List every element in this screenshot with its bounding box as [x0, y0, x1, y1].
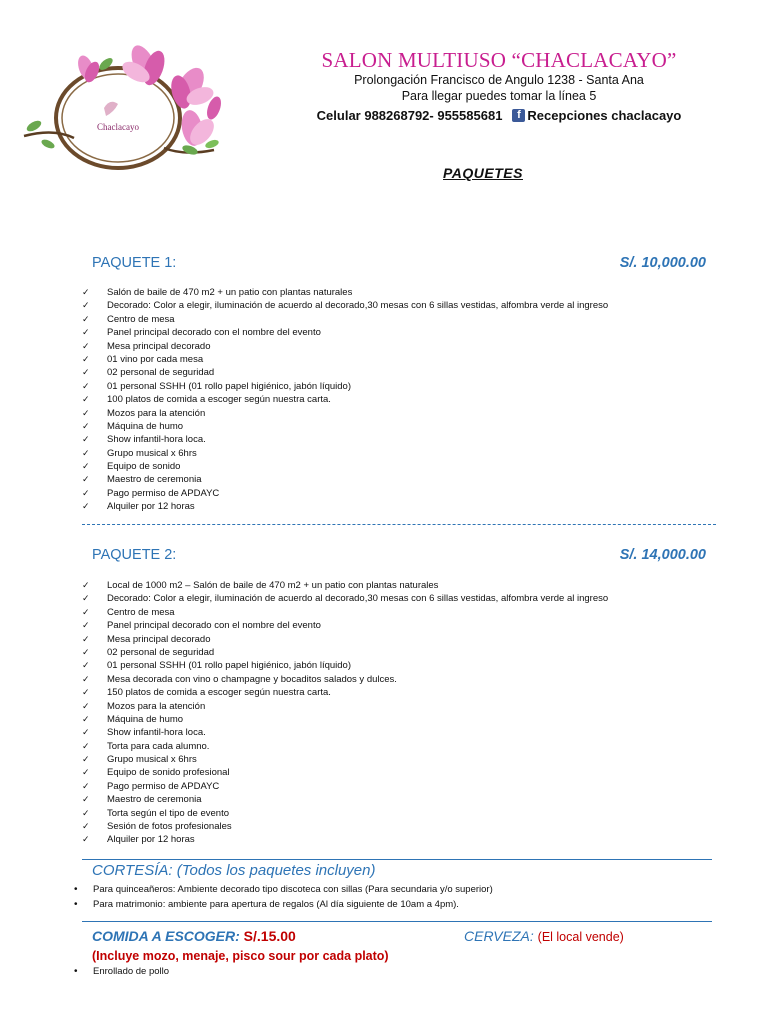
phone-numbers: Celular 988268792- 955585681	[316, 108, 503, 123]
list-item: ✓ Torta según el tipo de evento	[80, 807, 608, 820]
page-title: SALON MULTIUSO “CHACLACAYO”	[321, 48, 677, 72]
section-divider	[82, 859, 712, 860]
list-item: ✓ 02 personal de seguridad	[80, 366, 608, 379]
list-item: ✓ Mesa decorada con vino o champagne y bocaditos salados y dulces.	[80, 673, 608, 686]
list-item: • Para quinceañeros: Ambiente decorado tipo discoteca con sillas (Para secundaria y/o superior)	[72, 882, 493, 897]
list-item: • Enrollado de pollo	[72, 964, 169, 979]
cerveza-note: (El local vende)	[537, 930, 624, 944]
list-item: ✓ 01 vino por cada mesa	[80, 353, 608, 366]
comida-items	[72, 964, 169, 979]
list-item: ✓ Grupo musical x 6hrs	[80, 753, 608, 766]
list-item: ✓ Equipo de sonido profesional	[80, 766, 608, 779]
section-title: PAQUETES	[443, 165, 523, 181]
list-item: ✓ Alquiler por 12 horas	[80, 833, 608, 846]
list-item: ✓ Torta para cada alumno.	[80, 740, 608, 753]
list-item: ✓ Grupo musical x 6hrs	[80, 447, 608, 460]
directions: Para llegar puedes tomar la línea 5	[401, 89, 597, 103]
list-item: ✓ Panel principal decorado con el nombre del evento	[80, 619, 608, 632]
list-item: ✓ Pago permiso de APDAYC	[80, 487, 608, 500]
logo-text: Chaclacayo	[97, 122, 139, 132]
list-item: ✓ Mesa principal decorado	[80, 633, 608, 646]
package-1-price: S/. 10,000.00	[619, 255, 706, 271]
list-item: ✓ 01 personal SSHH (01 rollo papel higiénico, jabón líquido)	[80, 380, 608, 393]
list-item: ✓ Decorado: Color a elegir, iluminación de acuerdo al decorado,30 mesas con 6 sillas vestidas, alfombra verde al ingreso	[80, 592, 608, 605]
list-item: ✓ Sesión de fotos profesionales	[80, 820, 608, 833]
list-item: ✓ 02 personal de seguridad	[80, 646, 608, 659]
list-item: ✓ Maestro de ceremonia	[80, 473, 608, 486]
cortesia-items	[72, 882, 493, 912]
list-item: ✓ Mozos para la atención	[80, 407, 608, 420]
list-item: ✓ Máquina de humo	[80, 420, 608, 433]
cerveza-label: CERVEZA:	[464, 928, 534, 944]
logo-flower-wreath	[14, 38, 236, 174]
comida-label: COMIDA A ESCOGER:	[92, 928, 240, 944]
facebook-page: Recepciones chaclacayo	[527, 108, 682, 123]
cerveza-heading	[464, 928, 624, 944]
comida-price: S/.15.00	[243, 928, 296, 944]
list-item: ✓ 01 personal SSHH (01 rollo papel higiénico, jabón líquido)	[80, 659, 608, 672]
list-item: ✓ Centro de mesa	[80, 313, 608, 326]
list-item: ✓ 100 platos de comida a escoger según nuestra carta.	[80, 393, 608, 406]
list-item: ✓ Panel principal decorado con el nombre del evento	[80, 326, 608, 339]
package-2-items	[80, 579, 608, 847]
contact-line	[230, 108, 768, 123]
section-divider	[82, 921, 712, 922]
package-1-items	[80, 286, 608, 514]
facebook-icon: f	[512, 109, 525, 122]
package-1-title: PAQUETE 1:	[92, 255, 177, 271]
list-item: ✓ Equipo de sonido	[80, 460, 608, 473]
list-item: ✓ Pago permiso de APDAYC	[80, 780, 608, 793]
list-item: ✓ Salón de baile de 470 m2 + un patio con plantas naturales	[80, 286, 608, 299]
list-item: ✓ Show infantil-hora loca.	[80, 433, 608, 446]
list-item: • Para matrimonio: ambiente para apertura de regalos (Al día siguiente de 10am a 4pm).	[72, 897, 493, 912]
comida-heading	[92, 928, 296, 944]
list-item: ✓ Decorado: Color a elegir, iluminación de acuerdo al decorado,30 mesas con 6 sillas vestidas, alfombra verde al ingreso	[80, 299, 608, 312]
list-item: ✓ Máquina de humo	[80, 713, 608, 726]
list-item: ✓ Alquiler por 12 horas	[80, 500, 608, 513]
list-item: ✓ 150 platos de comida a escoger según nuestra carta.	[80, 686, 608, 699]
cortesia-title: CORTESÍA: (Todos los paquetes incluyen)	[92, 862, 376, 879]
list-item: ✓ Show infantil-hora loca.	[80, 726, 608, 739]
list-item: ✓ Centro de mesa	[80, 606, 608, 619]
section-divider	[82, 524, 716, 525]
list-item: ✓ Mesa principal decorado	[80, 340, 608, 353]
address: Prolongación Francisco de Angulo 1238 - Santa Ana	[354, 73, 644, 87]
list-item: ✓ Mozos para la atención	[80, 700, 608, 713]
package-2-price: S/. 14,000.00	[619, 547, 706, 563]
list-item: ✓ Maestro de ceremonia	[80, 793, 608, 806]
package-2-title: PAQUETE 2:	[92, 547, 177, 563]
comida-note: (Incluye mozo, menaje, pisco sour por cada plato)	[92, 949, 389, 963]
list-item: ✓ Local de 1000 m2 – Salón de baile de 470 m2 + un patio con plantas naturales	[80, 579, 608, 592]
